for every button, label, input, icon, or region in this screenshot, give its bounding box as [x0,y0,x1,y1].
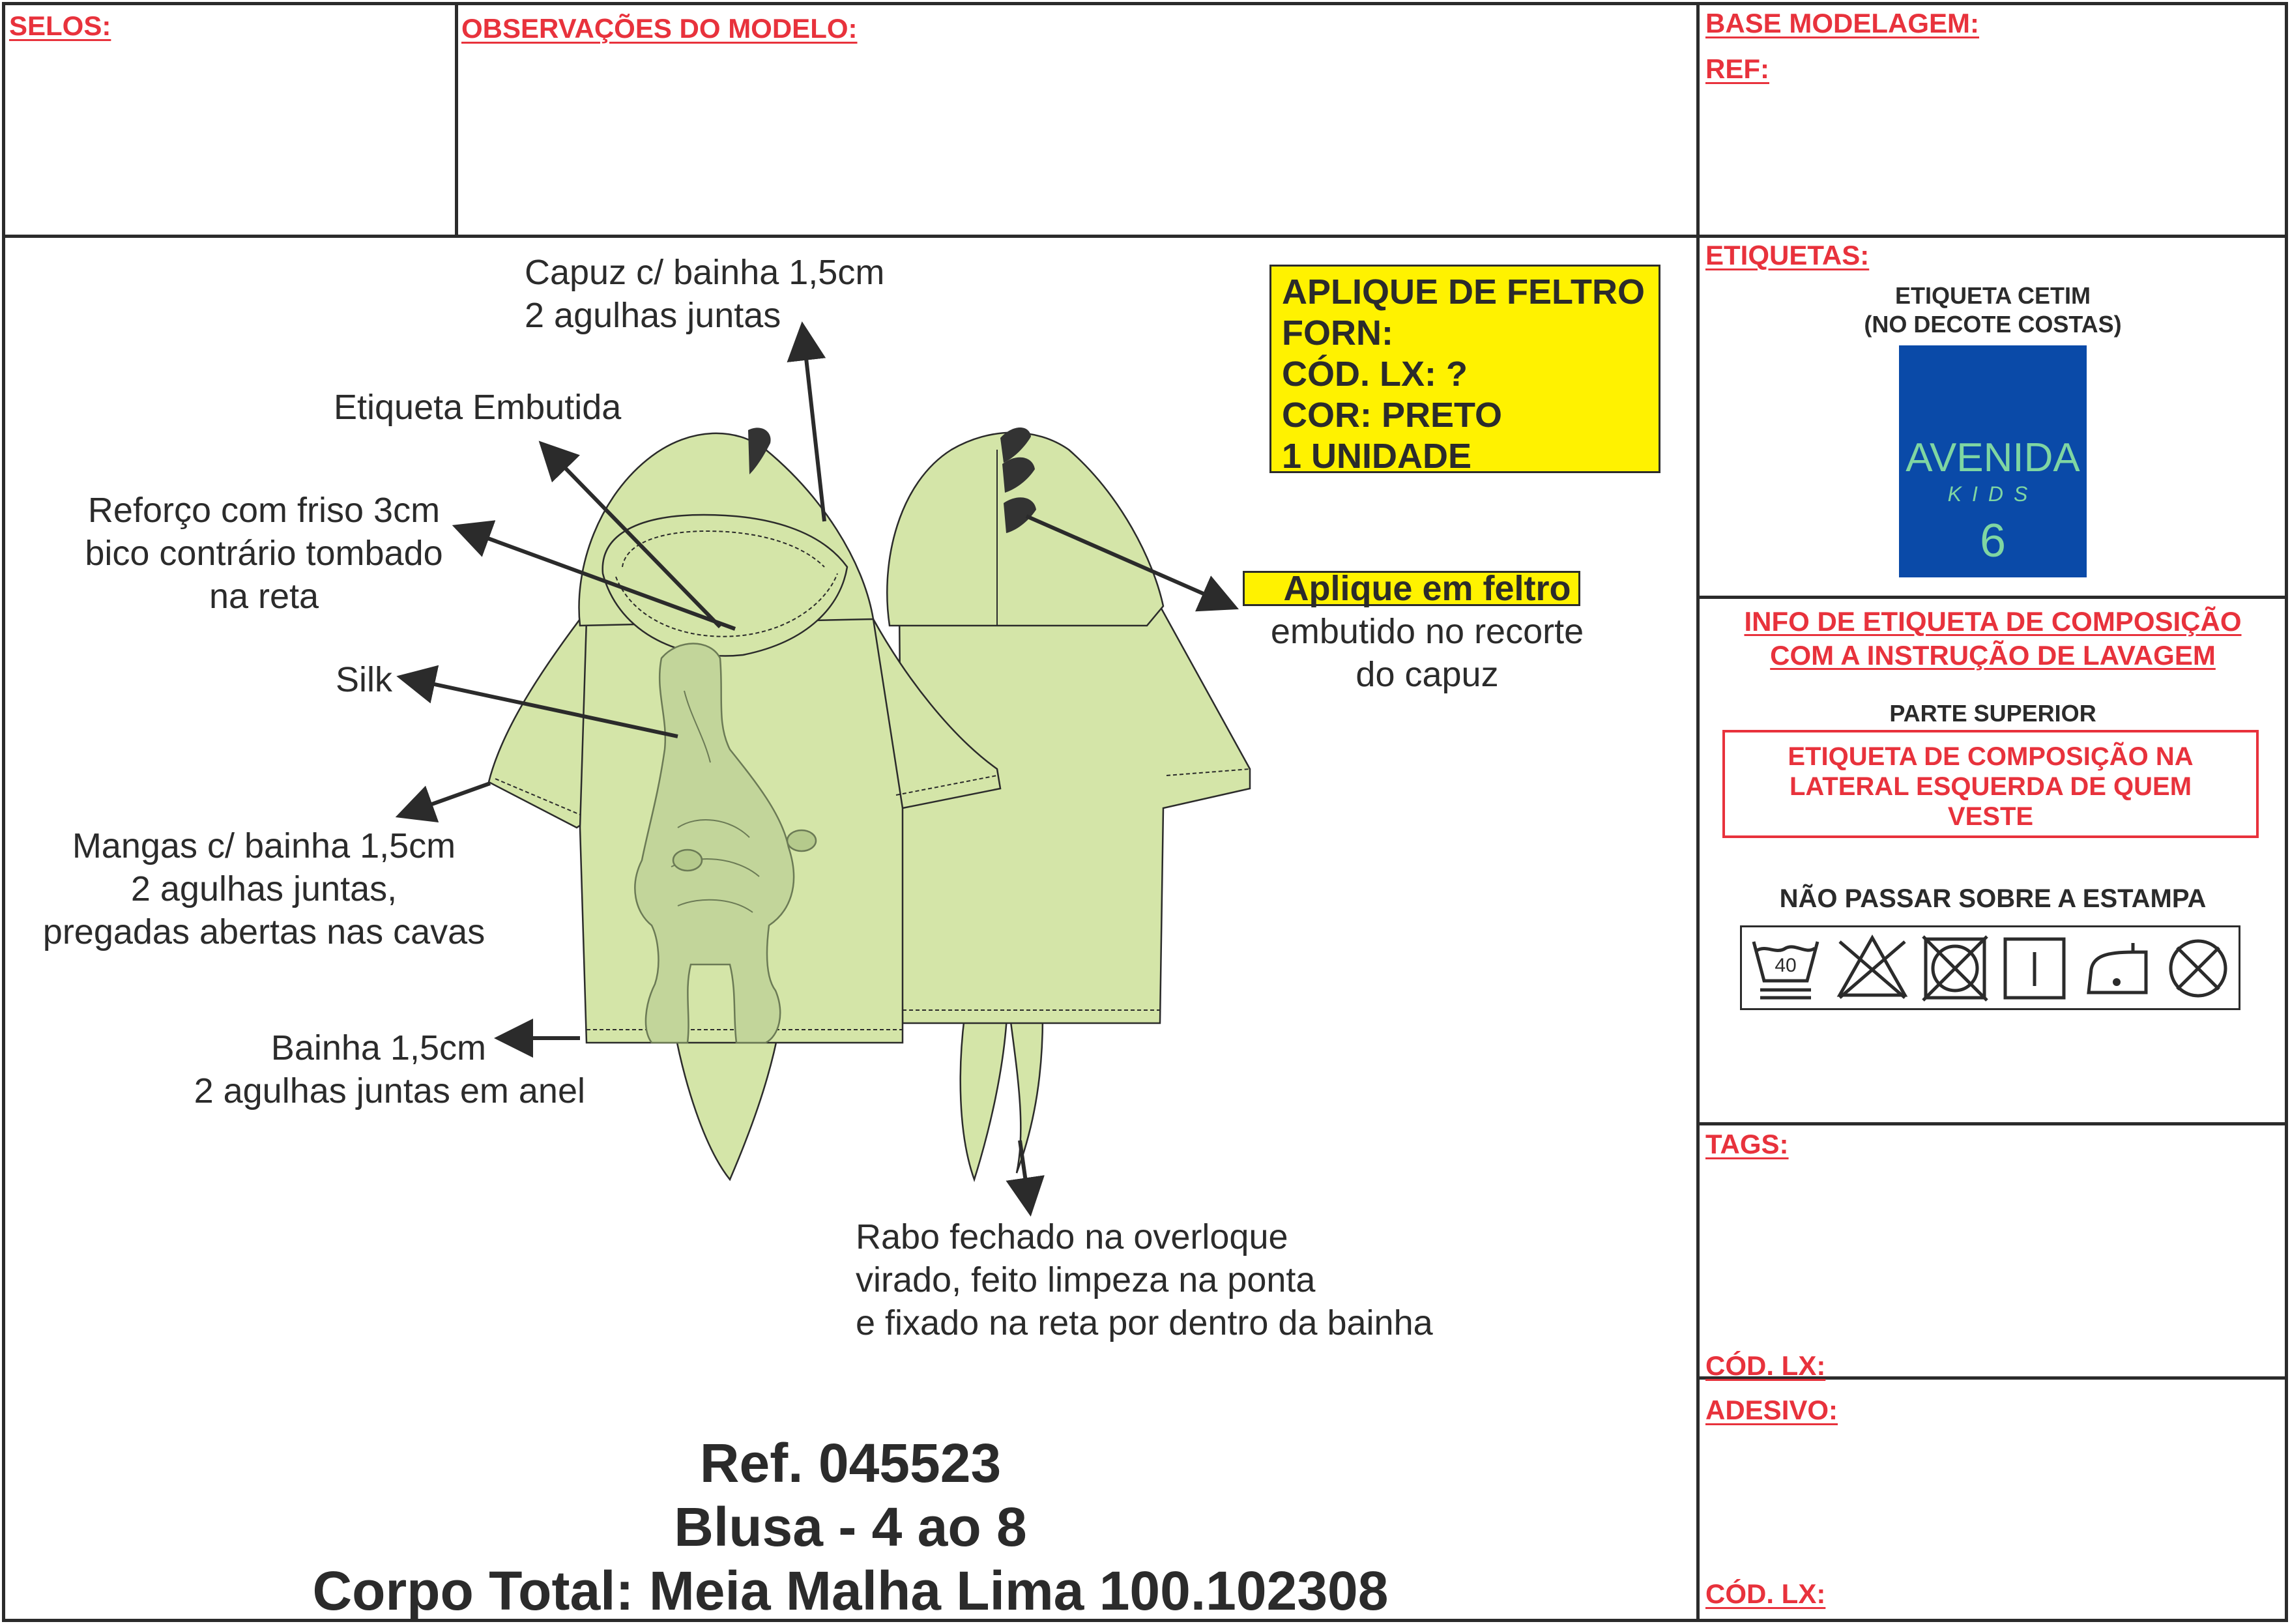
callout-mangas-line-3: pregadas abertas nas cavas [42,912,486,951]
etiqueta-cetim-line-2: (NO DECOTE COSTAS) [1864,311,2122,338]
callout-mangas [16,824,512,953]
no-dry-clean-icon [2171,941,2225,996]
callout-capuz-line-2: 2 agulhas juntas [525,296,781,335]
back-tail-right [1010,1017,1043,1173]
aplique-box-line-3: CÓD. LX: ? [1282,355,1468,394]
right-divider-2 [1696,596,2288,599]
base-modelagem-label: BASE MODELAGEM: [1705,8,1979,38]
arrow-mangas [403,783,490,815]
composicao-title-line-1: INFO DE ETIQUETA DE COMPOSIÇÃO [1744,606,2242,637]
callout-capuz-line-1: Capuz c/ bainha 1,5cm [525,253,885,292]
callout-rabo-line-1: Rabo fechado na overloque [856,1217,1288,1256]
footer-product: Blusa - 4 ao 8 [674,1496,1027,1558]
composicao-box-line-3: VESTE [1947,802,2034,831]
callout-bainha [98,1026,585,1112]
aplique-box-line-2: FORN: [1282,313,1393,353]
etiqueta-cetim-text [1700,282,2286,339]
warning-text: NÃO PASSAR SOBRE A ESTAMPA [1779,884,2207,913]
callout-etiqueta-embutida [334,386,621,429]
observacoes-label: OBSERVAÇÕES DO MODELO: [461,13,858,44]
aplique-box-line-1: APLIQUE DE FELTRO [1282,272,1645,312]
etiqueta-cetim-line-1: ETIQUETA CETIM [1895,282,2091,309]
aplique-box-line-5: 1 UNIDADE [1282,437,1472,476]
parte-superior: PARTE SUPERIOR [1889,700,2096,727]
brand-label-swatch [1899,345,2087,577]
composicao-box-line-2: LATERAL ESQUERDA DE QUEM [1789,772,2192,801]
no-bleach-icon [1840,938,1905,998]
adesivo-label: ADESIVO: [1705,1395,1838,1425]
ref-label: REF: [1705,53,1769,84]
callout-mangas-line-1: Mangas c/ bainha 1,5cm [72,826,456,865]
callout-silk-line-1: Silk [336,660,393,699]
no-tumble-dry-icon [1923,936,1987,1000]
right-divider-3 [1696,1122,2288,1125]
callout-rabo-line-2: virado, feito limpeza na ponta [856,1260,1316,1299]
composicao-box [1722,730,2259,838]
aplique-box-line-4: COR: PRETO [1282,396,1503,435]
callout-reforco-line-1: Reforço com friso 3cm [87,491,441,530]
callout-bainha-line-2: 2 agulhas juntas em anel [194,1071,585,1110]
footer-fabric: Corpo Total: Meia Malha Lima 100.102308 [312,1560,1389,1621]
front-tail-left [674,1030,779,1180]
callout-etiqueta-line-1: Etiqueta Embutida [334,388,622,427]
composicao-box-line-1: ETIQUETA DE COMPOSIÇÃO NA [1788,742,2194,771]
callout-silk [336,658,392,701]
brand-size: 6 [1979,515,2007,567]
composicao-title [1700,605,2286,673]
callout-bainha-line-1: Bainha 1,5cm [270,1028,486,1067]
callout-capuz [525,251,884,337]
callout-rabo [856,1215,1433,1344]
callout-aplique-line-3: do capuz [1355,655,1499,694]
brand-sub: KIDS [1947,482,2038,506]
callout-rabo-line-3: e fixado na reta por dentro da bainha [856,1303,1433,1342]
adesivo-cod-label: CÓD. LX: [1705,1578,1826,1609]
brand-name: AVENIDA [1906,435,2080,480]
back-body [899,606,1250,1023]
callout-aplique [1225,567,1629,696]
selos-label: SELOS: [9,10,111,41]
back-view [887,433,1250,1180]
tags-label: TAGS: [1705,1129,1789,1159]
callout-reforco-line-3: na reta [209,577,319,616]
etiquetas-label: ETIQUETAS: [1705,240,1870,270]
callout-reforco [65,489,463,618]
callout-reforco-line-2: bico contrário tombado [85,534,443,573]
callout-mangas-line-2: 2 agulhas juntas, [130,869,398,908]
care-symbols [1740,925,2240,1010]
line-dry-icon [2005,939,2064,998]
callout-aplique-title: Aplique em feltro [1283,569,1571,608]
aplique-feltro-box [1269,265,1660,476]
footer-ref: Ref. 045523 [699,1432,1002,1494]
callout-aplique-line-2: embutido no recorte [1270,612,1584,651]
tags-cod-label: CÓD. LX: [1705,1350,1826,1381]
back-tail-left [961,1017,1007,1180]
right-divider-1 [1696,235,2288,238]
composicao-title-line-2: COM A INSTRUÇÃO DE LAVAGEM [1770,640,2216,671]
wash-temp: 40 [1775,955,1797,976]
